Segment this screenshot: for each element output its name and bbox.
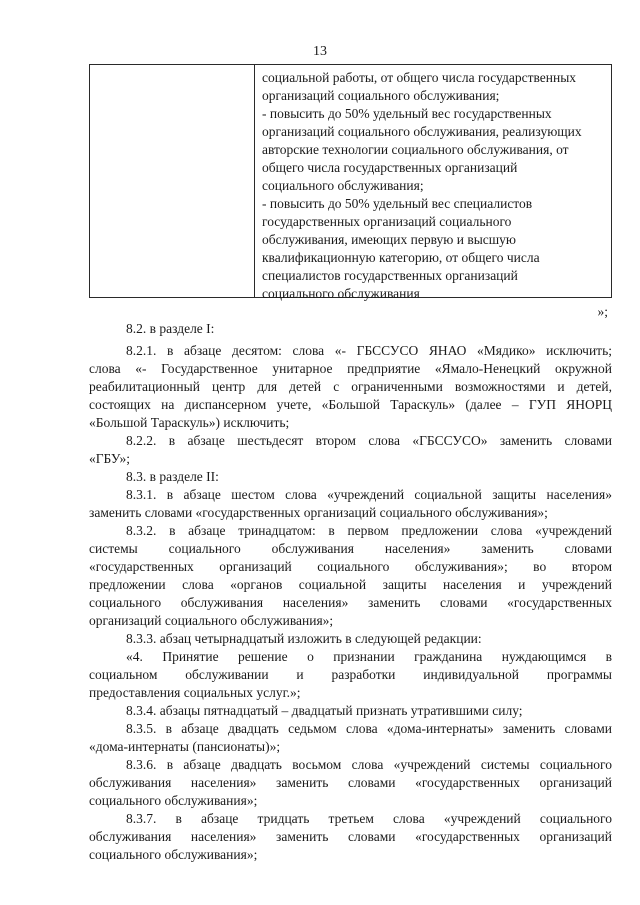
page-number: 13: [313, 44, 327, 59]
body-line: предложении слова «органов социальной защиты населения и учреждений: [89, 577, 612, 592]
body-line: 8.3.6. в абзаце двадцать восьмом слова «учреждений системы социального: [126, 757, 612, 772]
table-text-line: государственных организаций социального: [262, 214, 512, 229]
body-line: 8.3.2. в абзаце тринадцатом: в первом предложении слова «учреждений: [126, 523, 612, 538]
body-line: 8.3.4. абзацы пятнадцатый – двадцатый признать утратившими силу;: [126, 703, 523, 718]
body-line: состоящих на диспансерном учете, «Большой Тараскуль» (далее – ГУП ЯНОРЦ: [89, 397, 612, 412]
body-line: реабилитационный центр для детей с ограниченными возможностями и детей,: [89, 379, 612, 394]
table-text-line: организаций социального обслуживания;: [262, 88, 500, 103]
body-line: социального обслуживания населения» заменить словами «государственных: [89, 595, 612, 610]
body-line: социального обслуживания»;: [89, 793, 258, 808]
body-line: «дома-интернаты (пансионаты)»;: [89, 739, 281, 754]
body-line: предоставления социальных услуг.»;: [89, 685, 301, 700]
body-line: «ГБУ»;: [89, 451, 131, 466]
body-line: 8.3.7. в абзаце тридцать третьем слова «учреждений социального: [126, 811, 612, 826]
table-text-line: - повысить до 50% удельный вес государственных: [262, 106, 552, 121]
table-text-line: специалистов государственных организаций: [262, 268, 518, 283]
body-line: обслуживания населения» заменить словами «государственных организаций: [89, 829, 612, 844]
body-line: 8.3.5. в абзаце двадцать седьмом слова «дома-интернаты» заменить словами: [126, 721, 612, 736]
body-line: социального обслуживания»;: [89, 847, 258, 862]
table-closing-quote: »;: [597, 304, 608, 319]
body-line: 8.3.3. абзац четырнадцатый изложить в следующей редакции:: [126, 631, 482, 646]
body-line: «4. Принятие решение о признании гражданина нуждающимся в: [126, 649, 612, 664]
table-text-line: социальной работы, от общего числа государственных: [262, 70, 577, 85]
body-line: 8.3. в разделе II:: [126, 469, 219, 484]
body-line: системы социального обслуживания населения» заменить словами: [89, 541, 612, 556]
body-line: 8.2. в разделе I:: [126, 321, 215, 336]
body-line: обслуживания населения» заменить словами «государственных организаций: [89, 775, 612, 790]
body-line: «Большой Тараскуль») исключить;: [89, 415, 290, 430]
continuation-table: [89, 64, 612, 301]
table-text-line: социального обслуживания: [262, 286, 420, 301]
table-text-line: обслуживания, имеющих первую и высшую: [262, 232, 517, 247]
body-line: 8.2.1. в абзаце десятом: слова «- ГБССУСО ЯНАО «Мядико» исключить;: [126, 343, 612, 358]
table-left-cell: [90, 65, 255, 297]
table-text-line: авторские технологии социального обслуживания, от: [262, 142, 569, 157]
table-text-line: квалификационную категорию, от общего числа: [262, 250, 540, 265]
table-text-line: социального обслуживания;: [262, 178, 424, 193]
body-line: 8.2.2. в абзаце шестьдесят втором слова «ГБССУСО» заменить словами: [126, 433, 612, 448]
table-text-line: организаций социального обслуживания, реализующих: [262, 124, 582, 139]
table-text-line: - повысить до 50% удельный вес специалистов: [262, 196, 533, 211]
body-line: 8.3.1. в абзаце шестом слова «учреждений социальной защиты населения»: [126, 487, 612, 502]
body-line: заменить словами «государственных организаций социального обслуживания»;: [89, 505, 548, 520]
table-text-line: общего числа государственных организаций: [262, 160, 518, 175]
body-line: слова «- Государственное унитарное предприятие «Ямало-Ненецкий окружной: [89, 361, 612, 376]
body-line: социальном обслуживании и разработки индивидуальной программы: [89, 667, 612, 682]
table-right-cell: [262, 69, 607, 303]
body-line: организаций социального обслуживания»;: [89, 613, 334, 628]
body-line: «государственных организаций социального обслуживания»; во втором: [89, 559, 612, 574]
